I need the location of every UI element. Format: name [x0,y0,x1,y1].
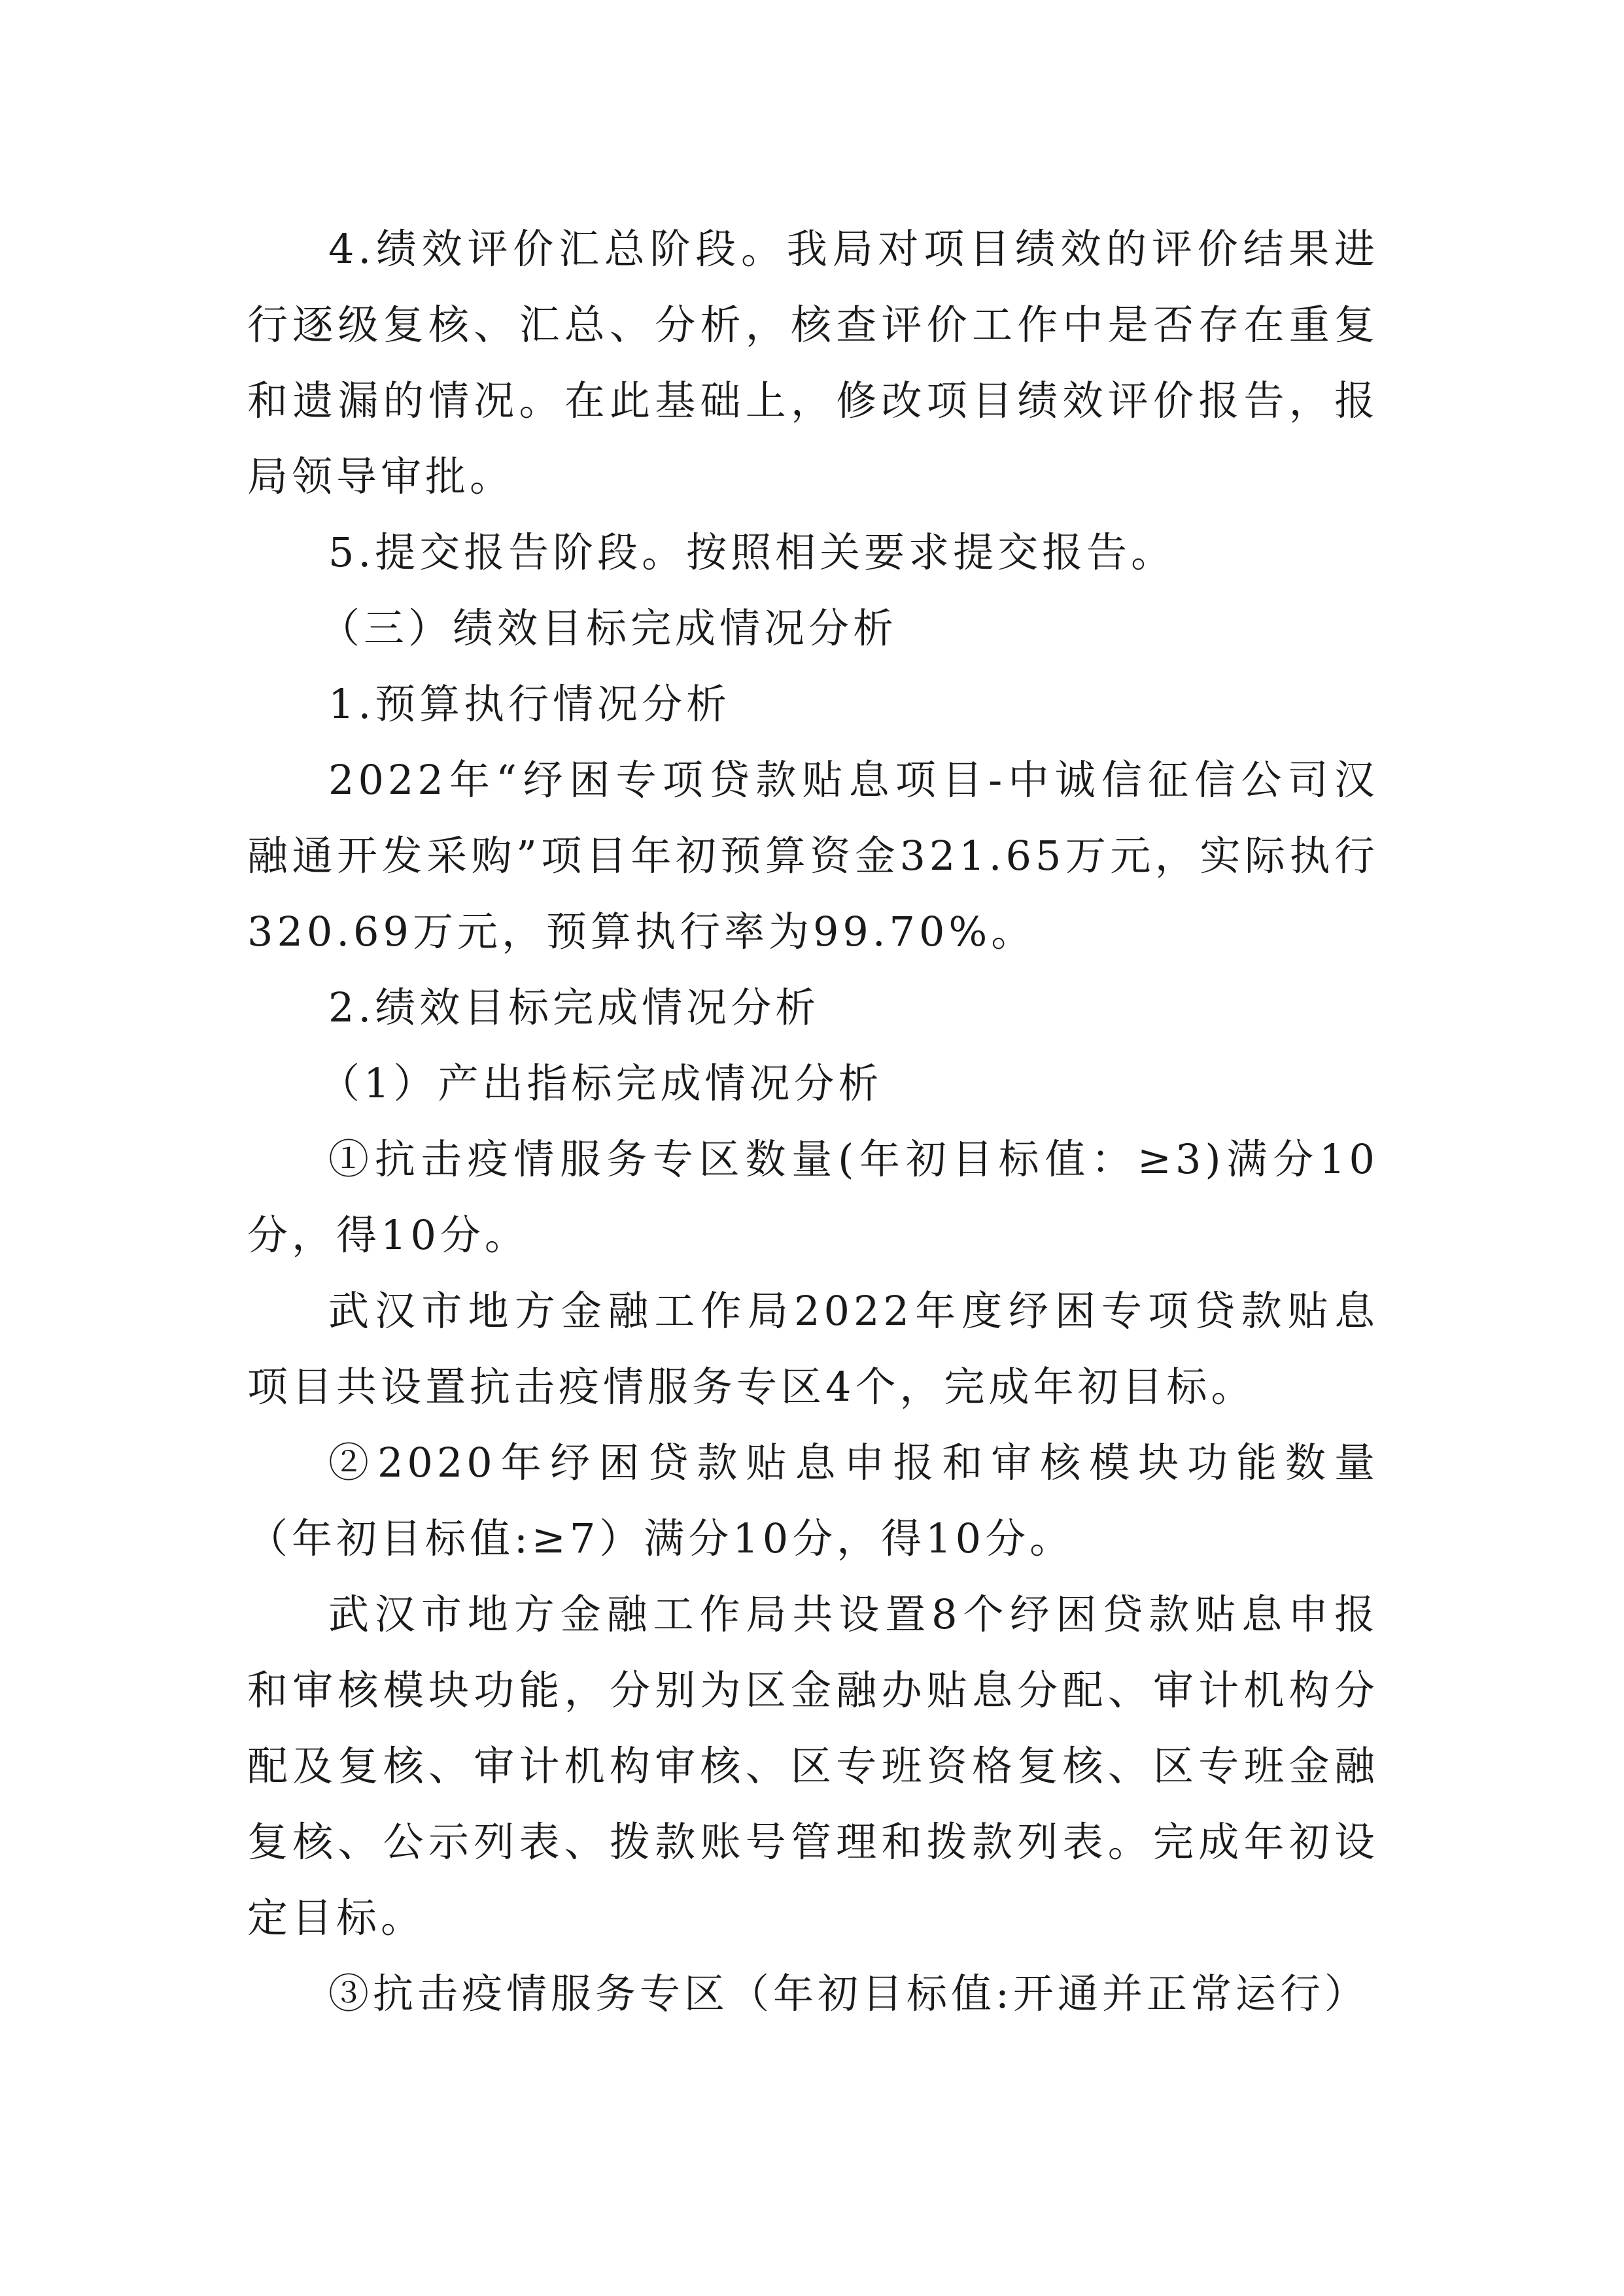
indicator-2: ②2020年纾困贷款贴息申报和审核模块功能数量（年初目标值:≥7）满分10分，得10分。 [247,1439,1379,1562]
subheading-budget: 1.预算执行情况分析 [328,680,731,728]
paragraph-budget: 2022年“纾困专项贷款贴息项目-中诚信征信公司汉融通开发采购”项目年初预算资金321.65万元，实际执行320.69万元，预算执行率为99.70%。 [247,756,1379,955]
subheading-performance: 2.绩效目标完成情况分析 [328,984,820,1031]
document-body [247,211,1379,2032]
subheading-output: （1）产出指标完成情况分析 [319,1059,883,1107]
section-heading-3: （三）绩效目标完成情况分析 [319,604,898,652]
indicator-1: ①抗击疫情服务专区数量(年初目标值：≥3)满分10分，得10分。 [247,1135,1379,1259]
paragraph-stage-5: 5.提交报告阶段。按照相关要求提交报告。 [328,528,1176,576]
indicator-3: ③抗击疫情服务专区（年初目标值:开通并正常运行） [328,1970,1369,2017]
paragraph-indicator-1: 武汉市地方金融工作局2022年度纾困专项贷款贴息项目共设置抗击疫情服务专区4个，完成年初目标。 [247,1287,1379,1411]
paragraph-indicator-2: 武汉市地方金融工作局共设置8个纾困贷款贴息申报和审核模块功能，分别为区金融办贴息分配、审计机构分配及复核、审计机构审核、区专班资格复核、区专班金融复核、公示列表、拨款账号管理和拨款列表。完成年初设定目标。 [247,1590,1379,1942]
paragraph-stage-4: 4.绩效评价汇总阶段。我局对项目绩效的评价结果进行逐级复核、汇总、分析，核查评价工作中是否存在重复和遗漏的情况。在此基础上，修改项目绩效评价报告，报局领导审批。 [247,225,1379,500]
